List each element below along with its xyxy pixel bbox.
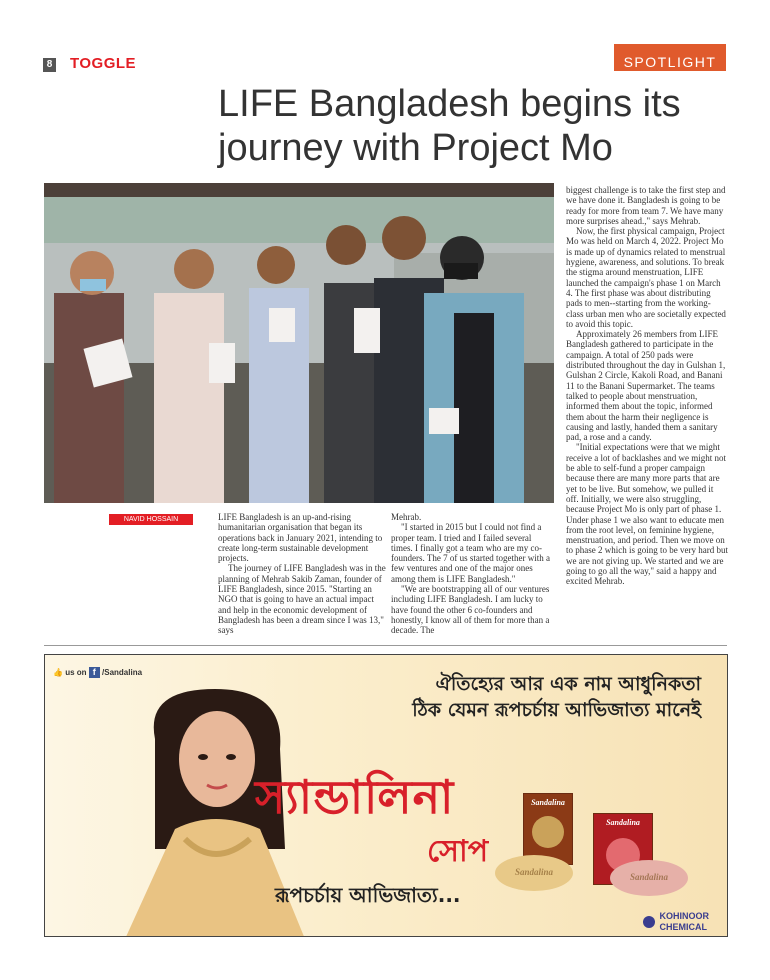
ad-slogan: রূপচর্চায় আভিজাত্য... — [275, 883, 461, 907]
paragraph: "We are bootstrapping all of our ventures including LIFE Bangladesh. I am lucky to have found the other 6 co-founders and honestly, I know all of them for more than a decade. The — [391, 584, 550, 636]
article-column-1 — [218, 512, 386, 636]
group-photo-illustration — [44, 183, 554, 503]
kohinoor-icon — [643, 916, 655, 928]
ad-tagline — [405, 667, 705, 727]
article-column-3 — [566, 185, 728, 587]
ad-social-text: us on — [65, 668, 87, 677]
paragraph: LIFE Bangladesh is an up-and-rising humanitarian organisation that began its operations back in January 2021, intending to create long-term sustainable development projects. — [218, 512, 383, 564]
soap-bar — [610, 860, 688, 896]
photo-credit: NAVID HOSSAIN — [109, 514, 193, 525]
soap-bar — [495, 855, 573, 891]
divider — [44, 645, 727, 646]
paragraph: "Initial expectations were that we might receive a lot of backlashes and we might not be able to self-fund a proper campaign because there are many more parts that are yet to be live. But somehow, we pulled it off. Initially, we were also struggling, because Project Mo is only part of phase 1. Under phase 1 we also want to educate men from the root level, on feminine hygiene, menstruation, and period. Then we move on to phase 2 which is going to be very hard but we are not giving up. We started and we are going to go all the way," said a happy and excited Mehrab. — [566, 442, 728, 587]
paragraph: The journey of LIFE Bangladesh was in the planning of Mehrab Sakib Zaman, founder of LIFE Bangladesh, since 2015. "Starting an NGO that is going to have an actual impact and help in the economic development of Bangladesh has been a dream since I was 13," says — [218, 563, 386, 636]
paragraph: biggest challenge is to take the first step and we have done it. Bangladesh is going to be ready for more from team 7. We have many more surprises ahead.," says Mehrab. — [566, 185, 726, 226]
pack-emblem — [532, 816, 564, 848]
paragraph: "I started in 2015 but I could not find a proper team. I tried and I failed several times. I finally got a team who are my co-founders. The 7 of us started together with a few ventures and one of the major ones among them is LIFE Bangladesh." — [391, 522, 551, 584]
page-number: 8 — [43, 58, 56, 72]
advertisement — [44, 654, 728, 937]
section-tag: SPOTLIGHT — [614, 44, 726, 71]
maker-name-2: CHEMICAL — [659, 922, 708, 932]
magazine-brand: TOGGLE — [70, 55, 137, 72]
ad-tagline-line-1: ঐতিহ্যের আর এক নাম আধুনিকতা — [435, 673, 701, 695]
like-icon: 👍 — [53, 668, 63, 677]
pack-label: Sandalina — [531, 798, 565, 807]
pack-label: Sandalina — [606, 818, 640, 827]
ad-product-word: সোপ — [427, 834, 489, 869]
paragraph: Approximately 26 members from LIFE Bangladesh gathered to participate in the campaign. A total of 250 pads were distributed throughout the day in Gulshan 1, Gulshan 2 Circle, Kakoli Road, and Banani 11 to the Banani Supermarket. The teams talked to people about menstruation, informed them about the topic, informed them about the harm their negligence is causing and lastly, handed them a sanitary pad, a rose and a candy. — [566, 329, 726, 443]
maker-logo — [643, 911, 709, 933]
facebook-icon: f — [89, 667, 100, 678]
article-photo — [44, 183, 554, 503]
ad-social-handle: /Sandalina — [102, 668, 143, 677]
bar-label: Sandalina — [629, 872, 669, 882]
facebook-link[interactable] — [53, 667, 142, 679]
article-column-2 — [391, 512, 555, 636]
article-headline: LIFE Bangladesh begins its journey with Project Mo — [218, 83, 681, 169]
maker-name-1: KOHINOOR — [659, 911, 710, 921]
ad-brand-name: স্যান্ডালিনা — [255, 770, 455, 824]
bar-label: Sandalina — [514, 867, 554, 877]
ad-tagline-line-2: ঠিক যেমন রূপচর্চায় আভিজাত্য মানেই — [412, 699, 701, 721]
paragraph: Mehrab. — [391, 512, 422, 522]
paragraph: Now, the first physical campaign, Project Mo was held on March 4, 2022. Project Mo is made up of dynamics related to menstrual hygiene, awareness, and solutions. To break the stigma around menstruation, LIFE launched the campaign's phase 1 on March 4. The first phase was about distributing pads to men--starting from the working-class urban men who are societally expected to avoid this topic. — [566, 226, 726, 329]
